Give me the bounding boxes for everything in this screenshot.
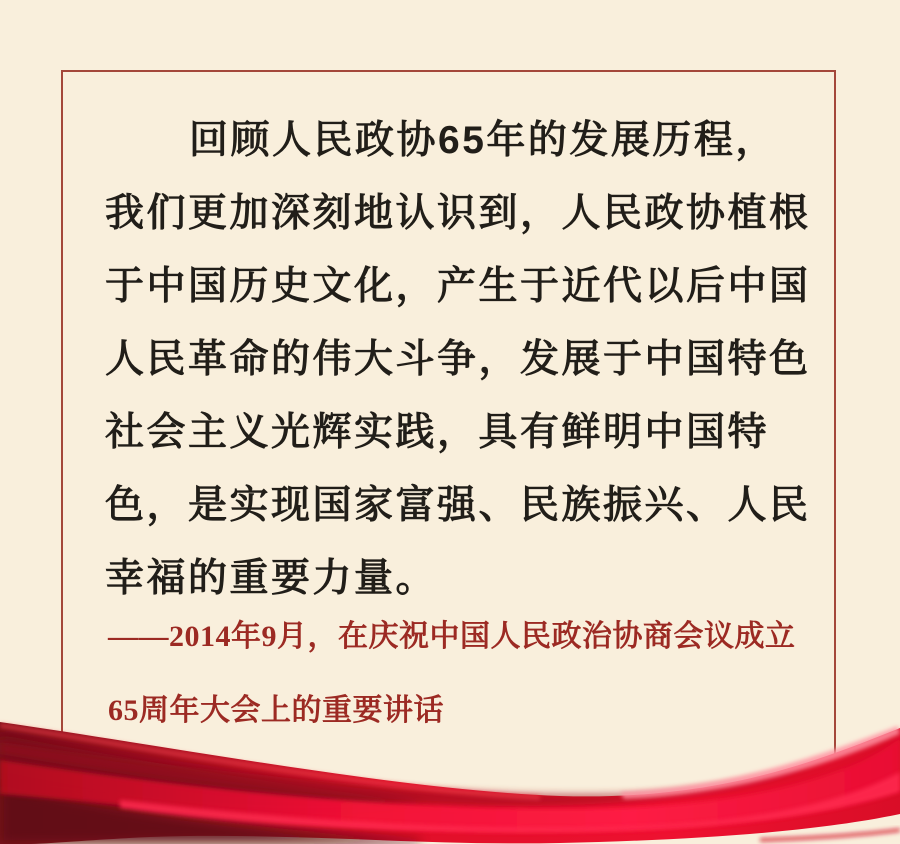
attribution-line: ——2014年9月，在庆祝中国人民政治协商会议成立 bbox=[108, 620, 796, 653]
attribution-line: 65周年大会上的重要讲话 bbox=[108, 694, 444, 727]
quote-line: 回顾人民政协65年的发展历程， bbox=[189, 119, 777, 162]
quote-line: 色，是实现国家富强、民族振兴、人民 bbox=[105, 484, 811, 527]
quote-line: 幸福的重要力量。 bbox=[105, 557, 438, 600]
quote-line: 社会主义光辉实践，具有鲜明中国特 bbox=[105, 411, 770, 454]
quote-text-block bbox=[105, 104, 811, 615]
quote-line: 人民革命的伟大斗争，发展于中国特色 bbox=[105, 338, 811, 381]
red-silk-ribbon-graphic bbox=[0, 690, 900, 844]
quote-line: 我们更加深刻地认识到，人民政协植根 bbox=[105, 192, 811, 235]
quote-line: 于中国历史文化，产生于近代以后中国 bbox=[105, 265, 811, 308]
